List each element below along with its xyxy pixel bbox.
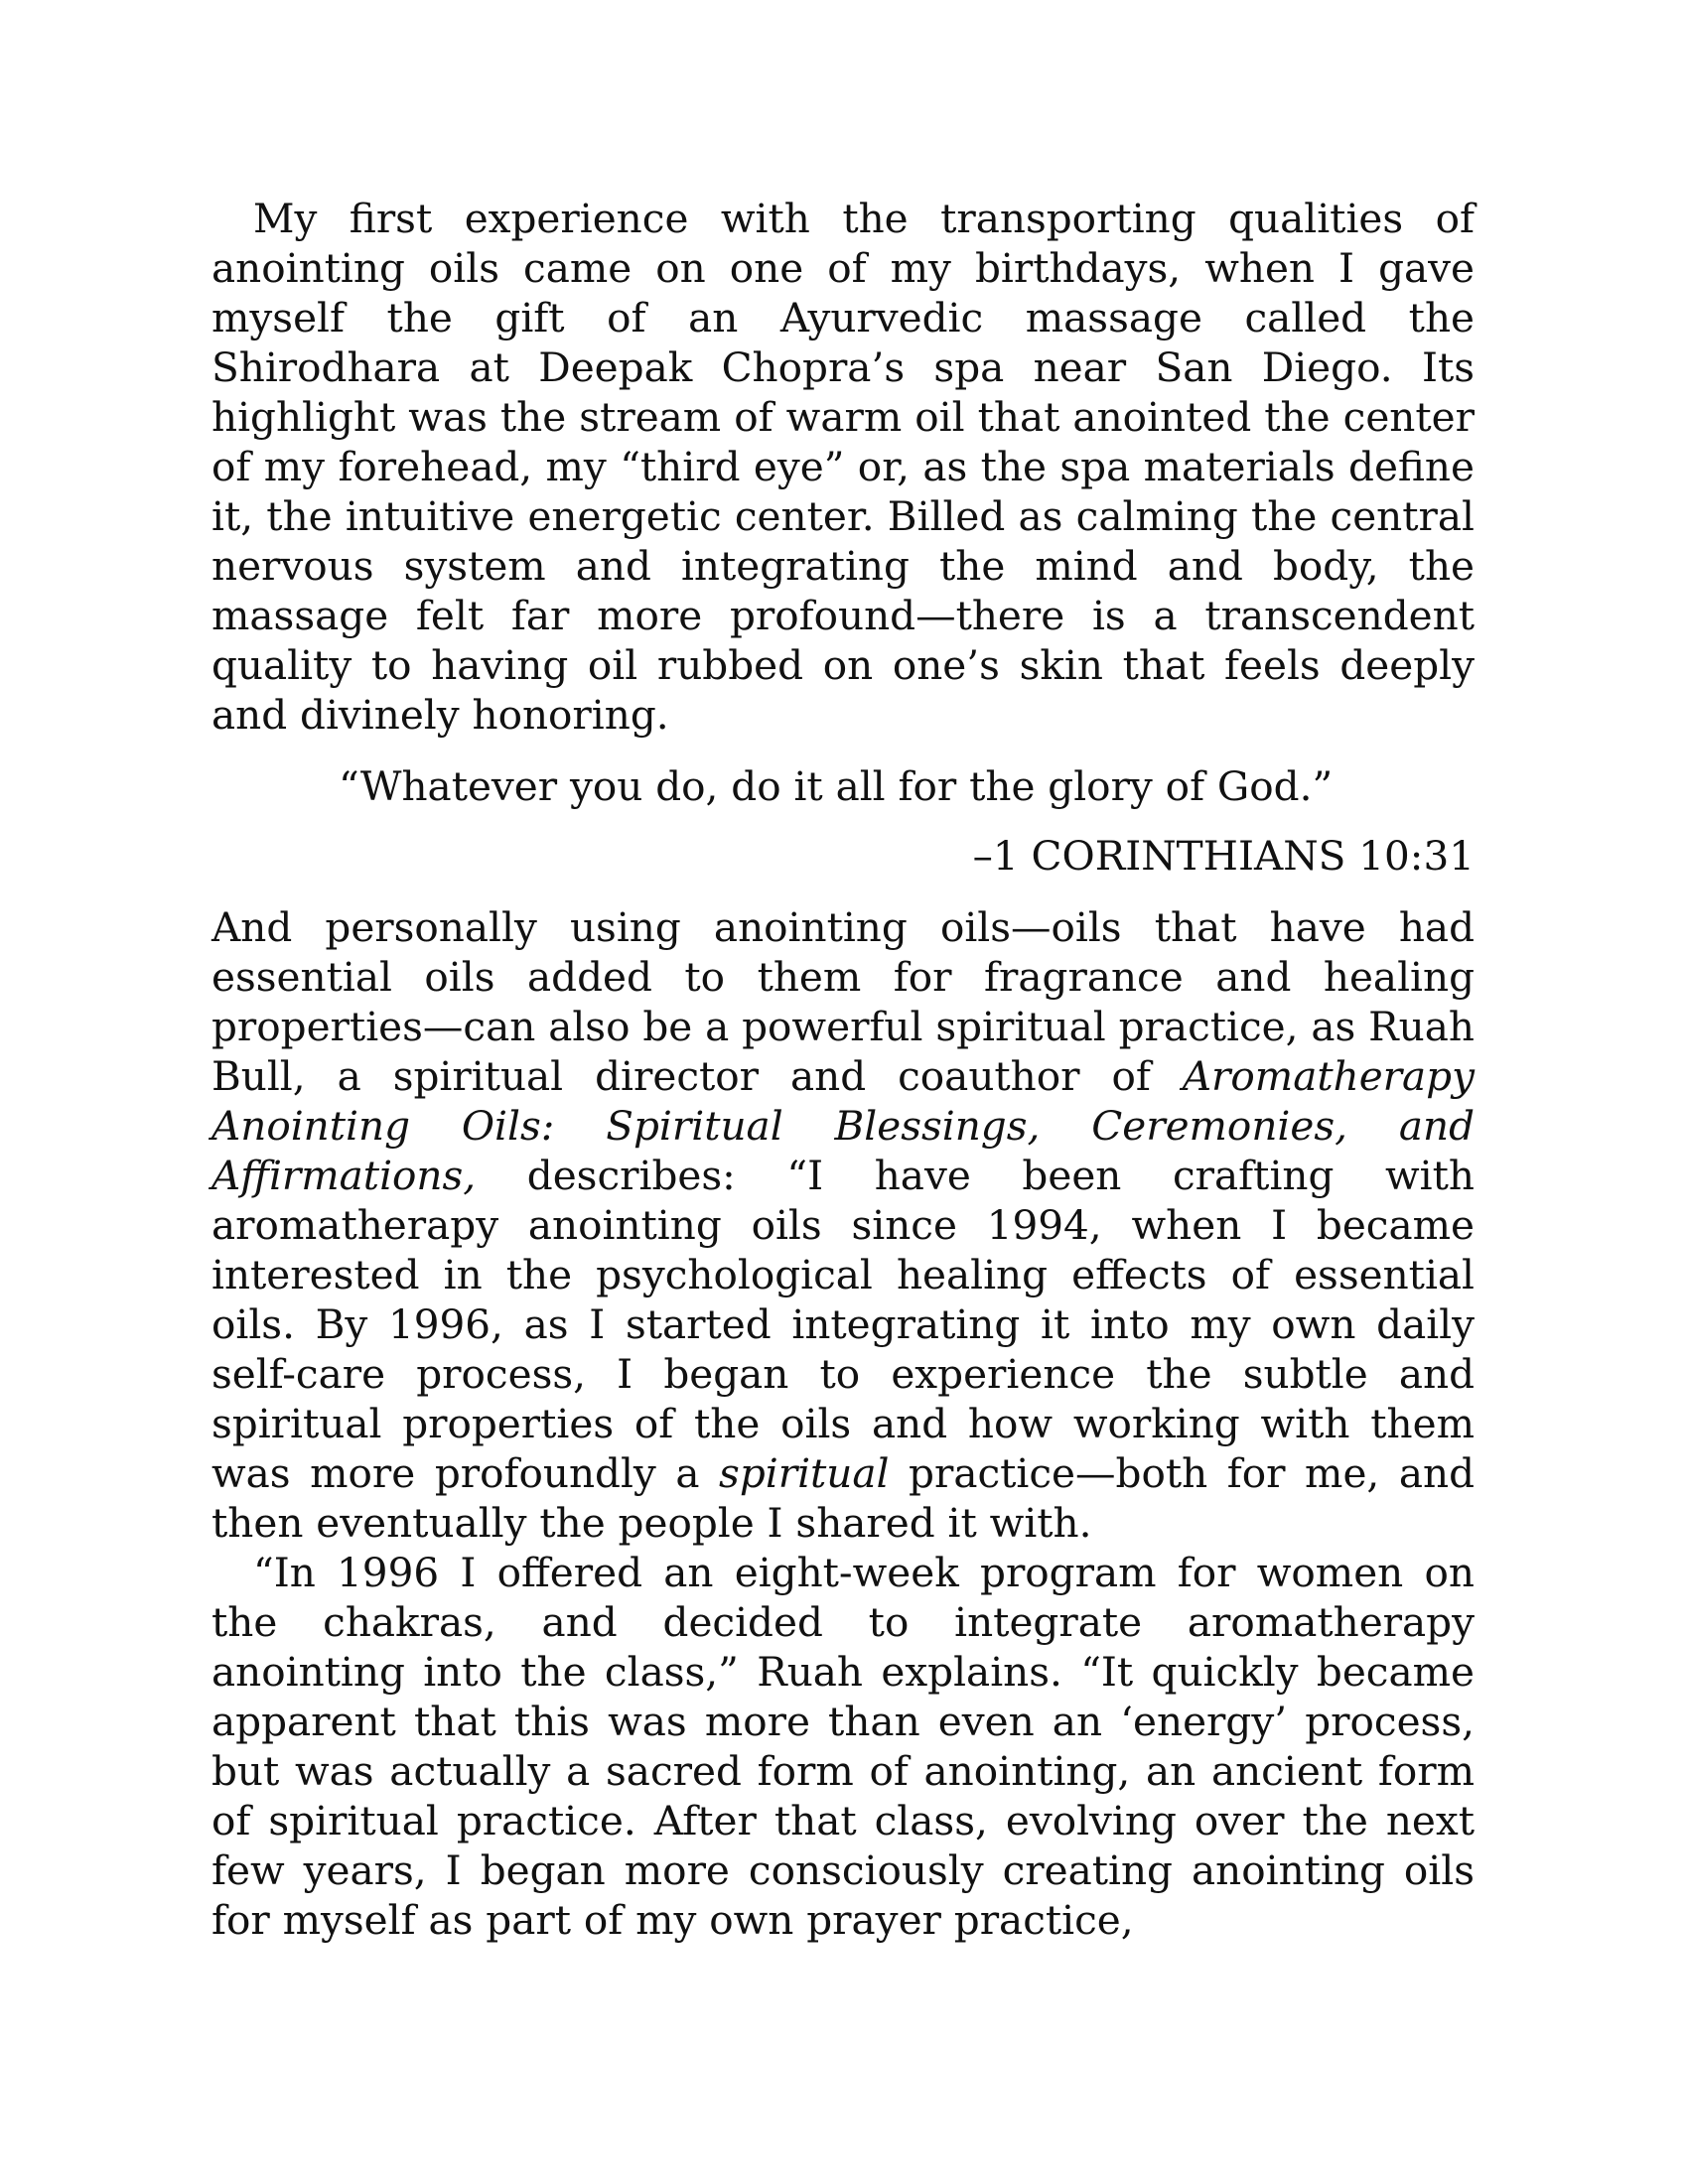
paragraph-text: describes: “I have been crafting with aromatherapy anointing oils since 1994, when I became interested in the psychological healing effects of essential oils. By 1996, as I started integrating it into my own daily self-care process, I began to experience the subtle and spiritual properties of the oils and how working with them was more profoundly a (211, 1152, 1475, 1497)
epigraph-attribution: –1 CORINTHIANS 10:31 (972, 832, 1475, 880)
paragraph-birthday-massage: My first experience with the transporting qualities of anointing oils came on one of my birthdays, when I gave myself the gift of an Ayurvedic massage called the Shirodhara at Deepak Chopra’s spa near San Diego. Its highlight was the stream of warm oil that anointed the center of my forehead, my “third eye” or, as the spa materials define it, the intuitive energetic center. Billed as calming the central nervous system and integrating the mind and body, the massage felt far more profound—there is a transcendent quality to having oil rubbed on one’s skin that feels deeply and divinely honoring. (211, 195, 1475, 739)
paragraph-ruah-quote: “In 1996 I offered an eight-week program for women on the chakras, and decided to integrate aromatherapy anointing into the class,” Ruah explains. “It quickly became apparent that this was more than even an ‘energy’ process, but was actually a sacred form of anointing, an ancient form of spiritual practice. After that class, evolving over the next few years, I began more consciously creating anointing oils for myself as part of my own prayer practice, (211, 1549, 1475, 1944)
paragraph-text: practice—both for me, and then eventually the people I shared it with. (211, 1449, 1475, 1547)
emphasis-word: spiritual (719, 1449, 890, 1497)
book-title: Aromatherapy Anointing Oils: Spiritual Blessings, Ceremonies, and Affirmations, (211, 1052, 1475, 1199)
book-page (211, 194, 1475, 1945)
epigraph-quote: “Whatever you do, do it all for the glory of God.” (339, 762, 1334, 810)
paragraph-anointing-practice (211, 902, 1475, 1548)
paragraph-text: And personally using anointing oils—oils that have had essential oils added to them for fragrance and healing properties—can also be a powerful spiritual practice, as Ruah Bull, a spiritual director and coauthor of (211, 903, 1475, 1100)
